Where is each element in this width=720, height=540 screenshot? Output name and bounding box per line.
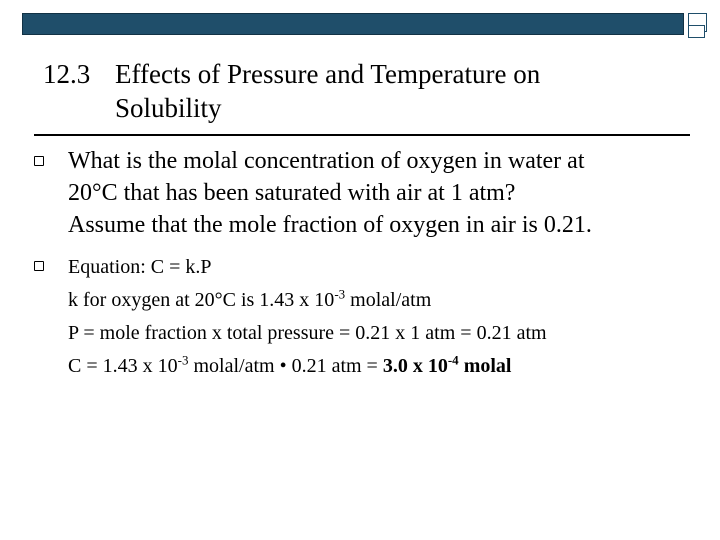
concentration-line: C = 1.43 x $10^{-3}$ molal/atm • 0.21 atm = 3.0 x $10^{-4}$ molal bbox=[68, 352, 512, 377]
k-value-line: k for oxygen at 20°C is 1.43 x $10^{-3}$ molal/atm bbox=[68, 286, 432, 311]
question-text bbox=[68, 145, 698, 241]
pressure-line: P = mole fraction x total pressure = 0.21 x 1 atm = 0.21 atm bbox=[68, 322, 547, 344]
header-bar bbox=[22, 13, 684, 35]
final-answer: 3.0 x $10^{-4}$ molal bbox=[382, 352, 512, 377]
bullet-square-icon bbox=[34, 156, 44, 166]
title-divider bbox=[34, 134, 690, 136]
solution-text bbox=[68, 251, 698, 383]
title-line-1: Effects of Pressure and Temperature on bbox=[115, 59, 541, 89]
question-line-2: 20°C that has been saturated with air at 1 atm? bbox=[68, 180, 516, 206]
slide-title bbox=[43, 57, 683, 125]
bullet-square-icon bbox=[34, 261, 44, 271]
title-line-2: Solubility bbox=[115, 93, 222, 123]
question-line-3: Assume that the mole fraction of oxygen in air is 0.21. bbox=[68, 212, 592, 238]
question-line-1: What is the molal concentration of oxygen in water at bbox=[68, 148, 585, 174]
equation-line: Equation: C = k.P bbox=[68, 256, 212, 278]
section-number: 12.3 bbox=[43, 59, 91, 89]
corner-decoration-small bbox=[688, 25, 705, 38]
